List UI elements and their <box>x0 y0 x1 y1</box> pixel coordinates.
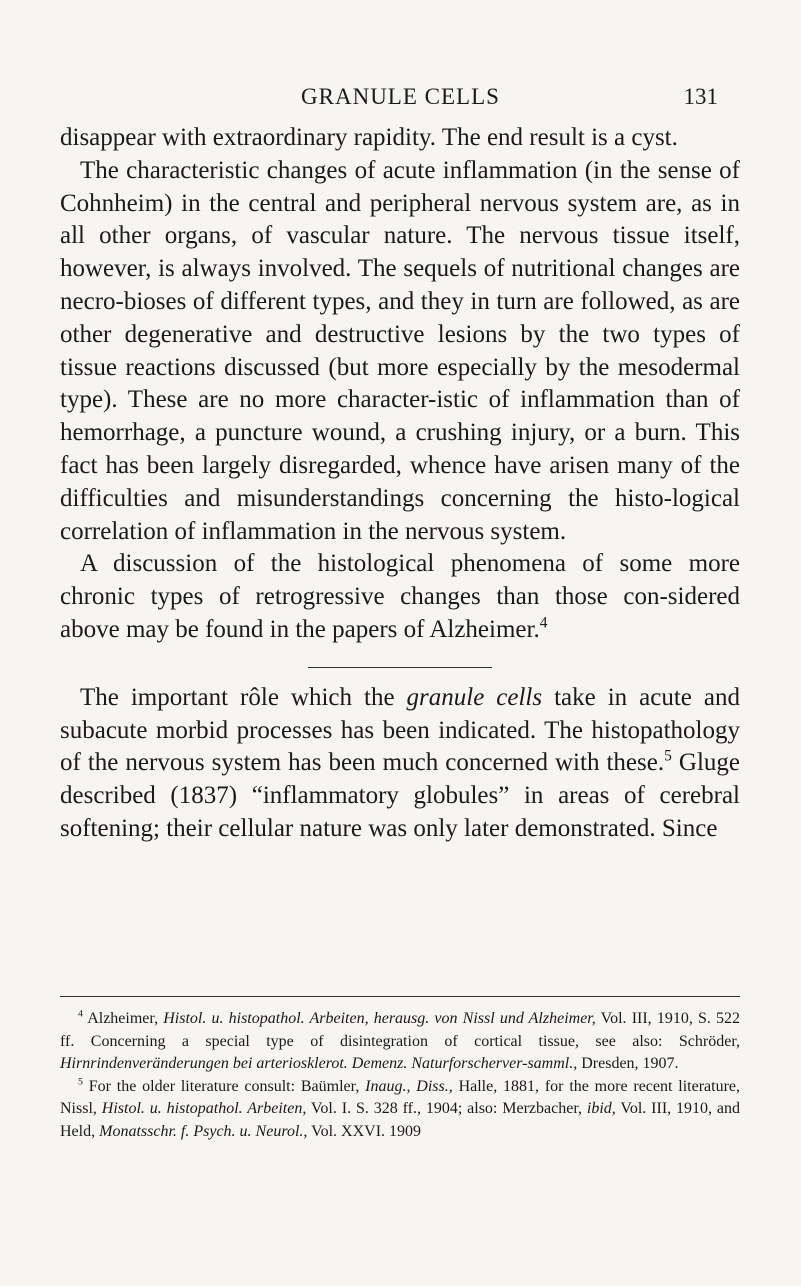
page-number: 131 <box>683 84 718 109</box>
footnote-5-text: For the older literature consult: Baümler, <box>82 1077 366 1095</box>
footnote-5 <box>60 1076 740 1144</box>
paragraph-1: disappear with extraordinary rapidity. The end result is a cyst. <box>60 124 678 151</box>
paragraph-4-text-a: The important rôle which the <box>80 683 407 711</box>
paragraph-3 <box>60 548 740 646</box>
footnote-4-text: Dresden, 1907. <box>577 1055 679 1073</box>
footnote-ref-4: 4 <box>539 614 548 632</box>
footnote-5-citation: Inaug., Diss., <box>365 1077 453 1095</box>
paragraph-4 <box>60 682 740 846</box>
footnote-5-text: Vol. XXVI. 1909 <box>307 1122 422 1140</box>
footnote-5-text: Halle, 1881, for the more recent literature, Nissl, <box>60 1077 741 1118</box>
granule-cells-emphasis: granule cells <box>406 683 543 711</box>
running-title: GRANULE CELLS <box>301 84 500 109</box>
footnote-5-citation: Monatsschr. f. Psych. u. Neurol., <box>99 1122 308 1140</box>
footnote-5-number: 5 <box>78 1076 83 1088</box>
section-separator <box>308 667 492 668</box>
paragraph-4-text-c: Gluge described (1837) “inflammatory globules” in areas of cerebral softening; their cellular nature was only later demonstrated. Since <box>60 749 740 842</box>
footnote-rule <box>60 996 740 997</box>
footnote-4-text: Vol. III, 1910, S. 522 ff. Concerning a special type of disintegration of cortical tissue, see also: Schröder, <box>60 1010 740 1050</box>
page-header <box>0 84 801 114</box>
footnote-4 <box>60 1008 740 1076</box>
footnote-5-citation: Histol. u. histopathol. Arbeiten, <box>101 1100 307 1118</box>
body-text <box>60 122 740 846</box>
paragraph-3-text: A discussion of the histological phenomena of some more chronic types of retrogressive changes than those con-sidered above may be found in the papers of Alzheimer. <box>60 550 740 643</box>
footnotes <box>60 1008 740 1144</box>
footnote-5-text: Vol. I. S. 328 ff., 1904; also: Merzbacher, <box>306 1100 587 1118</box>
footnote-4-number: 4 <box>78 1008 83 1020</box>
paragraph-4-text-b: take in acute and subacute morbid processes has been indicated. The histopathology of the nervous system has been much concerned with these. <box>60 683 740 777</box>
footnote-5-citation: ibid, <box>586 1100 616 1118</box>
footnote-4-citation: Histol. u. histopathol. Arbeiten, herausg. von Nissl und Alzheimer, <box>163 1010 596 1027</box>
footnote-4-text: Alzheimer, <box>82 1010 164 1027</box>
footnote-5-text: Vol. III, 1910, and Held, <box>60 1100 740 1140</box>
footnote-4-citation: Hirnrindenveränderungen bei arteriosklerot. Demenz. Naturforscherver-samml., <box>60 1055 578 1073</box>
paragraph-2: The characteristic changes of acute inflammation (in the sense of Cohnheim) in the central and peripheral nervous system are, as in all other organs, of vascular nature. The nervous tissue itself, however, is always involved. The sequels of nutritional changes are necro-bioses of different types, and they in turn are followed, as are other degenerative and destructive lesions by the two types of tissue reactions discussed (but more especially by the mesodermal type). These are no more character-istic of inflammation than of hemorrhage, a puncture wound, a crushing injury, or a burn. This fact has been largely disregarded, whence have arisen many of the difficulties and misunderstandings concerning the histo-logical correlation of inflammation in the nervous system. <box>60 156 740 545</box>
footnote-ref-5: 5 <box>664 748 672 766</box>
